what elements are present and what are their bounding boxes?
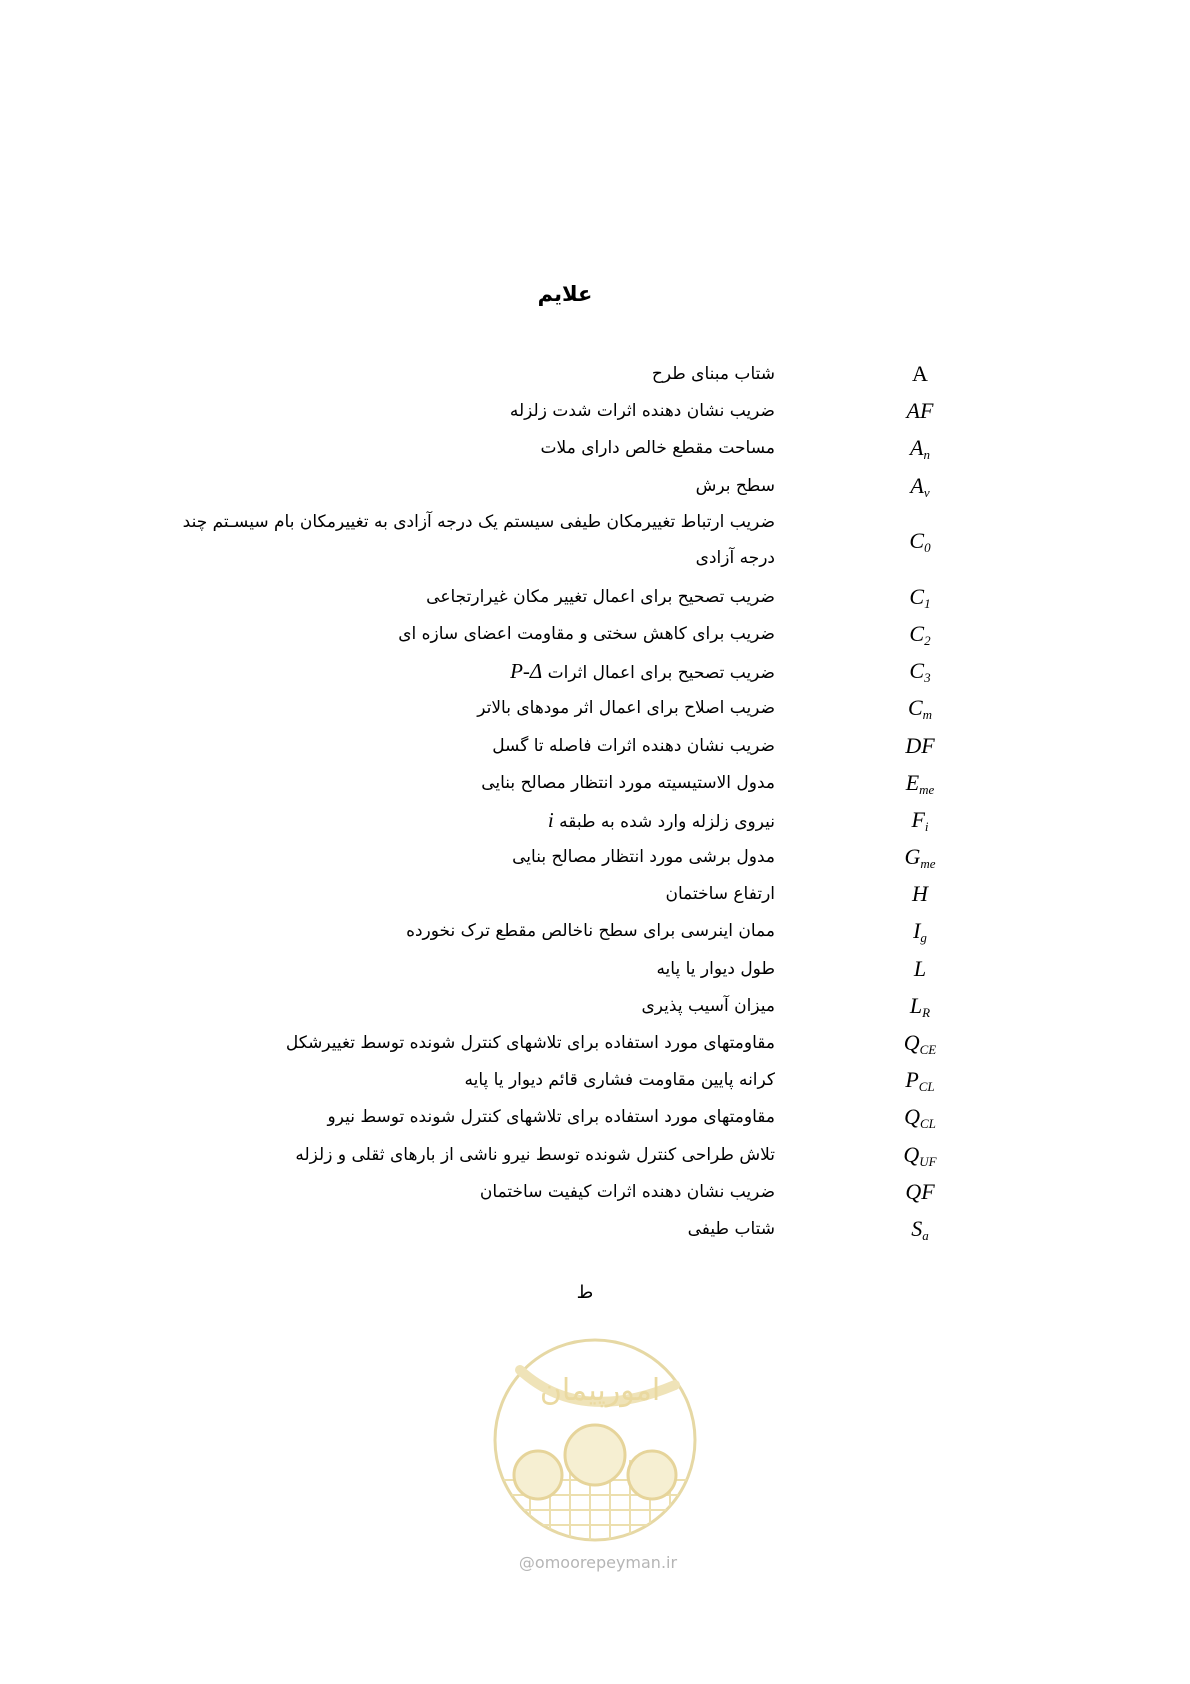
symbol-description	[175, 731, 775, 761]
symbol-description-text: ضریب نشان دهنده اثرات فاصله تا گسل	[492, 735, 775, 756]
symbol-description-text: ضریب ارتباط تغییرمکان طیفی سیستم یک درجه آزادی به تغییرمکان بام سیسـتم چند درجه آزادی	[182, 511, 775, 568]
symbol-main: G	[904, 844, 921, 870]
symbol-description	[175, 842, 775, 872]
symbol-subscript: g	[920, 930, 927, 946]
symbol-subscript: UF	[919, 1153, 937, 1169]
symbol-subscript: m	[922, 707, 933, 723]
symbol-description-math: i	[547, 807, 554, 832]
symbol-description	[175, 656, 775, 688]
symbol-row	[0, 987, 1190, 1024]
symbol-subscript: CL	[918, 1079, 935, 1095]
symbol-row	[0, 392, 1190, 429]
symbol-row	[0, 838, 1190, 875]
symbol-subscript: CE	[919, 1042, 937, 1057]
symbol-description	[175, 1177, 775, 1207]
symbol-main: DF	[905, 732, 935, 758]
symbol-row	[0, 652, 1190, 689]
symbol-row	[0, 801, 1190, 838]
symbol-description	[175, 1140, 775, 1170]
symbol-row	[0, 578, 1190, 615]
symbol-description	[175, 1065, 775, 1095]
page-number: ط	[576, 1282, 594, 1303]
symbol-main: Q	[904, 1104, 920, 1130]
symbol-description	[175, 991, 775, 1021]
symbol-description-text: طول دیوار یا پایه	[656, 958, 775, 979]
symbol-description-text: تلاش طراحی کنترل شونده توسط نیرو ناشی از بارهای ثقلی و زلزله	[295, 1144, 775, 1165]
symbol-description	[175, 916, 775, 946]
symbol-row	[0, 950, 1190, 987]
symbol	[880, 916, 960, 953]
symbol	[880, 842, 960, 879]
symbol-description-text: سطح برش	[695, 475, 775, 496]
symbol-row	[0, 467, 1190, 504]
symbol-description-text: مقاومتهای مورد استفاده برای تلاشهای کنترل شونده توسط تغییرشکل	[285, 1033, 775, 1053]
symbol-description-text: نیروی زلزله وارد شده به طبقه	[559, 811, 775, 832]
symbol	[880, 359, 960, 389]
symbol-description	[175, 582, 775, 612]
symbol-main: L	[909, 992, 923, 1018]
symbol-description	[175, 471, 775, 501]
symbol-subscript: me	[920, 856, 936, 872]
symbol-main: A	[910, 435, 924, 461]
symbol-main: L	[913, 955, 927, 981]
symbol-main: Q	[903, 1141, 920, 1167]
symbol-main: H	[912, 881, 928, 907]
symbol-main: C	[909, 527, 925, 553]
symbol	[880, 1214, 960, 1251]
symbol-main: C	[909, 620, 925, 646]
watermark-logo-text: امورپیمان	[539, 1373, 661, 1408]
symbol-main: A	[912, 361, 928, 386]
symbol-main: C	[909, 583, 925, 609]
symbol-row	[0, 1061, 1190, 1098]
symbol-main: QF	[905, 1178, 935, 1204]
symbol	[880, 396, 960, 426]
symbol-description	[175, 1102, 775, 1132]
symbol-description-text: شتاب مبنای طرح	[651, 364, 775, 384]
symbol-subscript: n	[923, 447, 930, 463]
symbol-main: I	[913, 918, 921, 944]
symbol	[880, 656, 960, 693]
symbol	[880, 1102, 960, 1139]
symbol-description	[175, 396, 775, 426]
symbol-subscript: v	[923, 484, 930, 500]
symbol-description-text: میزان آسیب پذیری	[641, 995, 775, 1016]
symbol-main: S	[911, 1215, 923, 1241]
symbol-description	[175, 768, 775, 798]
symbol-row	[0, 912, 1190, 949]
symbol	[880, 731, 960, 761]
symbol-description	[175, 1214, 775, 1244]
symbol-subscript: 2	[924, 632, 931, 648]
symbol	[880, 768, 960, 805]
symbol-description-text: شتاب طیفی	[687, 1218, 775, 1239]
symbol-description	[175, 504, 775, 576]
symbol-list	[0, 355, 1190, 1247]
symbol	[880, 619, 960, 656]
symbol	[880, 693, 960, 730]
symbol	[880, 1140, 960, 1177]
symbol-row	[0, 1024, 1190, 1061]
symbol-main: F	[911, 806, 925, 832]
symbol-subscript: 3	[924, 670, 931, 686]
symbol	[880, 991, 960, 1028]
symbol	[880, 1065, 960, 1102]
symbol-row	[0, 355, 1190, 392]
symbol	[880, 879, 960, 909]
symbol-description-text: مدول برشی مورد انتظار مصالح بنایی	[512, 847, 775, 868]
symbol-description-text: ضریب اصلاح برای اعمال اثر مودهای بالاتر	[477, 698, 775, 719]
symbol-row	[0, 689, 1190, 726]
symbol	[880, 805, 960, 842]
symbol-subscript: 0	[924, 539, 931, 555]
symbol-description	[175, 619, 775, 649]
symbol-row	[0, 1098, 1190, 1135]
symbol-description-text: ضریب تصحیح برای اعمال تغییر مکان غیرارتجاعی	[426, 586, 775, 607]
symbol-row	[0, 1210, 1190, 1247]
symbol-description	[175, 433, 775, 463]
symbol-description	[175, 693, 775, 723]
symbol-description-text: ضریب برای کاهش سختی و مقاومت اعضای سازه ای	[398, 623, 775, 644]
symbol	[880, 582, 960, 619]
symbol-row	[0, 764, 1190, 801]
symbol-main: A	[910, 472, 924, 498]
symbol-row	[0, 1136, 1190, 1173]
watermark-url: @omoorepeyman.ir	[518, 1553, 678, 1572]
symbol-subscript: i	[924, 818, 929, 834]
page-title: علایم	[537, 282, 593, 306]
symbol-subscript: 1	[924, 595, 931, 611]
symbol-main: AF	[906, 398, 934, 424]
symbol-description-text: ضریب نشان دهنده اثرات شدت زلزله	[509, 401, 775, 422]
symbol-description-math: P-Δ	[510, 659, 543, 684]
symbol-subscript: R	[922, 1004, 931, 1020]
symbol-subscript: me	[919, 781, 935, 797]
symbol-description-text: ضریب تصحیح برای اعمال اثرات	[547, 663, 775, 684]
symbol-description	[175, 359, 775, 389]
symbol-row	[0, 615, 1190, 652]
symbol-description	[175, 954, 775, 984]
symbol	[880, 526, 960, 563]
symbol	[880, 433, 960, 470]
symbol-description-text: مقاومتهای مورد استفاده برای تلاشهای کنترل شونده توسط نیرو	[327, 1107, 775, 1128]
symbol	[880, 1028, 960, 1065]
symbol-description	[175, 879, 775, 909]
symbol	[880, 471, 960, 508]
symbol-description-text: ارتفاع ساختمان	[665, 884, 775, 905]
symbol-row	[0, 875, 1190, 912]
symbol-description-text: ممان اینرسی برای سطح ناخالص مقطع ترک نخورده	[406, 921, 775, 942]
symbol-description-text: کرانه پایین مقاومت فشاری قائم دیوار یا پایه	[464, 1070, 775, 1091]
symbol	[880, 954, 960, 984]
symbol-main: E	[905, 769, 920, 795]
symbol-description-text: ضریب نشان دهنده اثرات کیفیت ساختمان	[479, 1181, 775, 1202]
symbol-row	[0, 429, 1190, 466]
symbol-description	[175, 805, 775, 837]
symbol-row	[0, 504, 1190, 578]
symbol-description	[175, 1028, 775, 1058]
symbol-subscript: a	[922, 1227, 929, 1243]
symbol-subscript: CL	[919, 1116, 936, 1132]
symbol-main: P	[905, 1067, 919, 1093]
symbol-main: C	[909, 658, 925, 684]
symbol	[880, 1177, 960, 1207]
symbol-main: Q	[903, 1030, 920, 1055]
symbol-row	[0, 727, 1190, 764]
watermark-logo	[490, 1330, 700, 1560]
symbol-description-text: مدول الاستیسیته مورد انتظار مصالح بنایی	[481, 772, 775, 793]
symbol-row	[0, 1173, 1190, 1210]
symbol-description-text: مساحت مقطع خالص دارای ملات	[540, 438, 775, 459]
symbol-main: C	[907, 695, 923, 721]
